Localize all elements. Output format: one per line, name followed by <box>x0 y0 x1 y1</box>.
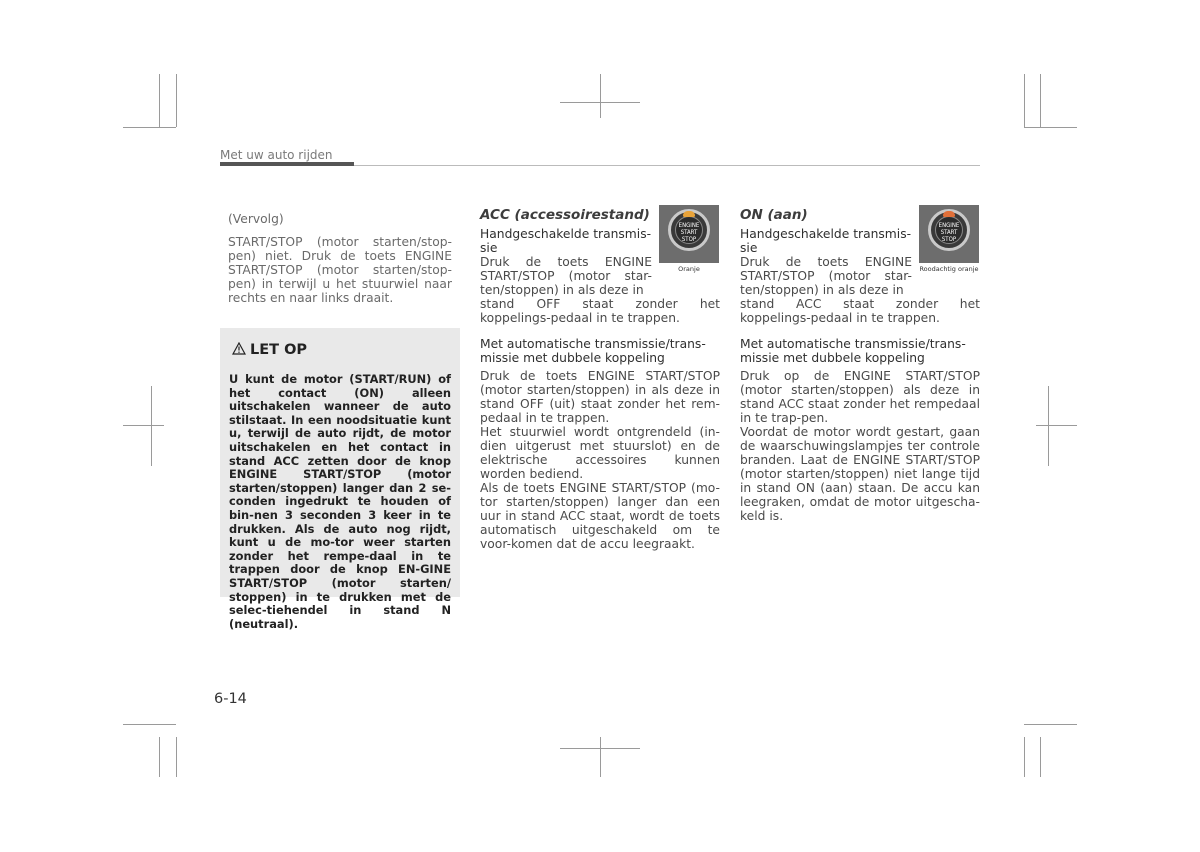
manual-transmission-heading: Handgeschakelde transmis-sie <box>480 227 652 255</box>
crop-mark <box>123 724 176 725</box>
crop-mark <box>176 737 177 777</box>
button-label: ENGINE START STOP <box>938 222 960 243</box>
manual-transmission-heading: Handgeschakelde transmis-sie <box>740 227 912 255</box>
start-stop-button-figure <box>659 205 719 273</box>
header-bar <box>220 162 354 166</box>
figure-caption: Oranje <box>678 265 700 273</box>
indicator-glow <box>943 211 955 217</box>
crop-mark <box>1024 74 1025 127</box>
automatic-transmission-text: Het stuurwiel wordt ontgrendeld (in-dien uitgerust met stuurslot) en de elektrische accessoires kunnen worden bediend. <box>480 425 720 481</box>
manual-transmission-text: Druk de toets ENGINE START/STOP (motor star-ten/stoppen) in als deze in <box>480 255 652 297</box>
warning-triangle-icon <box>232 342 246 355</box>
crop-mark <box>159 737 160 777</box>
manual-transmission-text: Druk de toets ENGINE START/STOP (motor star-ten/stoppen) in als deze in <box>740 255 912 297</box>
warning-body: U kunt de motor (START/RUN) of het contact (ON) alleen uitschakelen wanneer de auto stilstaat. In een noodsituatie kunt u, terwijl de auto rijdt, de motor uitschakelen en het contact in stand ACC zetten door de knop ENGINE START/STOP (motor starten/stoppen) langer dan 2 se-conden ingedrukt te houden of bin-nen 3 seconden 3 keer in te drukken. Als de auto nog rijdt, kunt u de mo-tor weer starten zonder het rempe-daal in te trappen door de knop EN-GINE START/STOP (motor starten/ stoppen) in te drukken met de selec-tiehendel in stand N (neutraal). <box>229 372 451 631</box>
column-continued <box>228 212 452 305</box>
registration-mark <box>1048 386 1049 466</box>
registration-mark <box>1036 425 1077 426</box>
crop-mark <box>1024 724 1077 725</box>
crop-mark <box>176 74 177 127</box>
warning-box <box>220 328 460 631</box>
crop-mark <box>1024 737 1025 777</box>
automatic-transmission-text: Druk de toets ENGINE START/STOP (motor starten/stoppen) in als deze in stand OFF (uit) staat zonder het rem-pedaal in te trappen. <box>480 369 720 425</box>
continued-text: START/STOP (motor starten/stop-pen) niet. Druk de toets ENGINE START/STOP (motor starten/stop-pen) in terwijl u het stuurwiel naar rechts en naar links draait. <box>228 235 452 305</box>
start-stop-button-figure <box>919 205 979 273</box>
start-stop-button-photo <box>919 205 979 263</box>
indicator-glow <box>683 211 695 217</box>
header-rule <box>354 165 980 166</box>
crop-mark <box>1024 127 1077 128</box>
registration-mark <box>151 386 152 466</box>
automatic-transmission-text: Als de toets ENGINE START/STOP (mo-tor starten/stoppen) langer dan een uur in stand ACC staat, wordt de toets automatisch uitgeschakeld om te voor-komen dat de accu leegraakt. <box>480 481 720 551</box>
automatic-transmission-heading: Met automatische transmissie/trans-missie met dubbele koppeling <box>480 337 706 365</box>
manual-transmission-text-cont: stand OFF staat zonder het koppelings-pedaal in te trappen. <box>480 297 720 325</box>
crop-mark <box>1040 74 1041 127</box>
running-header <box>220 148 980 168</box>
crop-mark <box>1040 737 1041 777</box>
page-number: 6-14 <box>214 691 247 707</box>
section-title: ACC (accessoirestand) <box>480 207 650 223</box>
button-label: ENGINE START STOP <box>678 222 700 243</box>
crop-mark <box>159 74 160 127</box>
automatic-transmission-text: Voordat de motor wordt gestart, gaan de waarschuwingslampjes ter controle branden. Laat de ENGINE START/STOP (motor starten/stoppen) niet lange tijd in stand ON (aan) staan. De accu kan leegraken, omdat de motor uitgescha-keld is. <box>740 425 980 523</box>
warning-title <box>232 342 307 358</box>
continued-label: (Vervolg) <box>228 212 284 226</box>
start-stop-button-photo <box>659 205 719 263</box>
manual-transmission-text-cont: stand ACC staat zonder het koppelings-pedaal in te trappen. <box>740 297 980 325</box>
automatic-transmission-heading: Met automatische transmissie/trans-missie met dubbele koppeling <box>740 337 966 365</box>
chapter-title: Met uw auto rijden <box>220 148 333 162</box>
automatic-transmission-text: Druk op de ENGINE START/STOP (motor starten/stoppen) als deze in stand ACC staat zonder het rempedaal in te trap-pen. <box>740 369 980 425</box>
warning-title-text: LET OP <box>250 342 308 358</box>
figure-caption: Roodachtig oranje <box>919 265 979 273</box>
registration-mark <box>600 74 601 118</box>
section-title: ON (aan) <box>740 207 808 223</box>
registration-mark <box>600 737 601 777</box>
crop-mark <box>123 127 176 128</box>
registration-mark <box>123 425 164 426</box>
